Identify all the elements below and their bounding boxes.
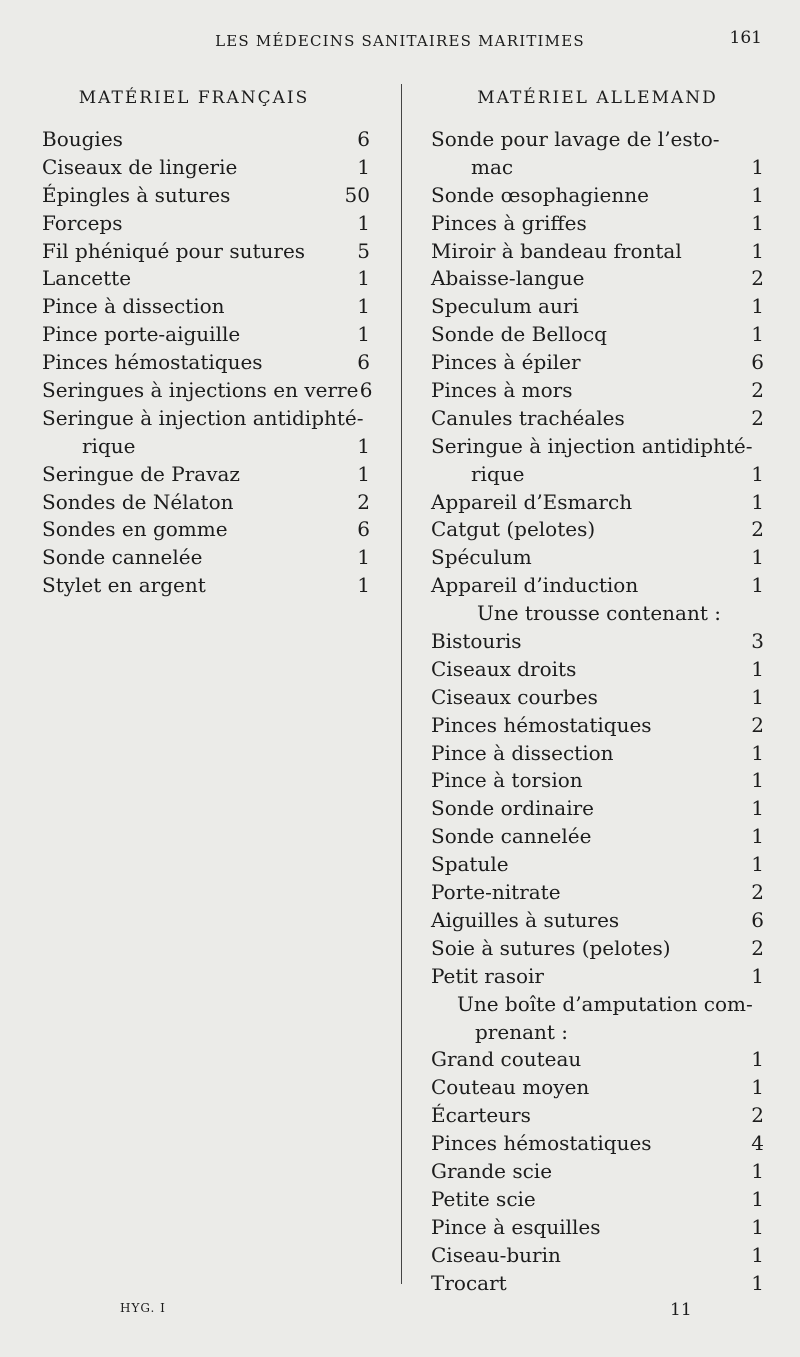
german-material-list: [431, 126, 764, 1297]
item-label: Pince à dissection: [431, 740, 614, 765]
item-label: Bistouris: [431, 629, 522, 654]
item-label: Ciseaux droits: [431, 656, 577, 681]
list-item: [431, 238, 764, 266]
list-item: [431, 265, 764, 293]
item-label: Appareil d’induction: [431, 573, 639, 598]
list-item: [431, 405, 764, 433]
list-item: [42, 544, 370, 572]
list-item: [42, 516, 370, 544]
item-quantity: 1: [357, 433, 370, 458]
item-label: Sonde cannelée: [42, 545, 203, 570]
item-label: Grand couteau: [431, 1047, 582, 1072]
list-item: [431, 712, 764, 740]
list-item: [431, 349, 764, 377]
item-label: Pinces hémostatiques: [431, 1131, 652, 1156]
list-item: [431, 1046, 764, 1074]
item-quantity: 1: [751, 656, 764, 681]
list-item: [42, 321, 370, 349]
item-label: Spatule: [431, 852, 509, 877]
item-label: Sonde de Bellocq: [431, 322, 607, 347]
item-quantity: 1: [357, 210, 370, 235]
item-label: Pince porte-aiguille: [42, 322, 241, 347]
item-quantity: 1: [751, 852, 764, 877]
list-item: [42, 238, 370, 266]
item-label: Grande scie: [431, 1158, 553, 1183]
item-quantity: 1: [751, 1214, 764, 1239]
item-label: Une trousse contenant :: [477, 601, 721, 626]
list-item: [431, 544, 764, 572]
item-label: Petit rasoir: [431, 963, 544, 988]
item-label: Catgut (pelotes): [431, 517, 596, 542]
list-item: [42, 182, 370, 210]
item-label: Couteau moyen: [431, 1075, 590, 1100]
list-item: [431, 461, 764, 489]
list-item: [42, 349, 370, 377]
item-label: prenant :: [475, 1019, 569, 1044]
item-quantity: 6: [751, 907, 764, 932]
item-label: Sonde cannelée: [431, 824, 592, 849]
item-label: Écarteurs: [431, 1103, 531, 1128]
item-label: Pince à dissection: [42, 294, 225, 319]
list-item: [431, 210, 764, 238]
item-quantity: 1: [751, 684, 764, 709]
list-item: [42, 265, 370, 293]
french-material-list: [42, 126, 373, 600]
item-label: Soie à sutures (pelotes): [431, 935, 671, 960]
list-item: [431, 935, 764, 963]
item-quantity: 6: [357, 127, 370, 151]
list-item: [431, 795, 764, 823]
item-quantity: 1: [357, 545, 370, 570]
item-label: Sondes en gomme: [42, 517, 228, 542]
item-label: Seringue à injection antidiphté-: [431, 433, 753, 458]
list-item: [431, 656, 764, 684]
item-quantity: 1: [751, 740, 764, 765]
item-quantity: 1: [357, 294, 370, 319]
item-label: Pinces à épiler: [431, 350, 581, 375]
item-label: Appareil d’Esmarch: [431, 489, 633, 514]
item-quantity: 1: [751, 1158, 764, 1183]
item-label: Miroir à bandeau frontal: [431, 238, 682, 263]
item-quantity: 2: [751, 266, 764, 291]
item-quantity: 1: [751, 461, 764, 486]
item-quantity: 6: [357, 350, 370, 375]
item-label: Porte-nitrate: [431, 880, 561, 905]
item-quantity: 1: [357, 573, 370, 598]
list-item: [431, 1158, 764, 1186]
item-quantity: 6: [357, 517, 370, 542]
list-item: [431, 963, 764, 991]
item-label: Seringue de Pravaz: [42, 461, 240, 486]
item-quantity: 1: [751, 1075, 764, 1100]
footer-volume-mark: HYG. I: [120, 1301, 166, 1315]
item-quantity: 1: [751, 322, 764, 347]
column-heading-french: MATÉRIEL FRANÇAIS: [78, 88, 310, 108]
item-label: Spéculum: [431, 545, 532, 570]
list-item: [431, 1074, 764, 1102]
list-item: [431, 1102, 764, 1130]
item-quantity: 1: [751, 210, 764, 235]
item-quantity: 2: [751, 405, 764, 430]
item-quantity: 50: [344, 182, 370, 207]
item-label: rique: [82, 433, 136, 458]
list-item: [431, 628, 764, 656]
item-label: Trocart: [431, 1270, 507, 1295]
item-label: Aiguilles à sutures: [431, 907, 620, 932]
list-item: [431, 377, 764, 405]
item-label: Sonde œsophagienne: [431, 182, 649, 207]
item-quantity: 4: [751, 1131, 764, 1156]
list-item: [431, 851, 764, 879]
item-quantity: 1: [357, 461, 370, 486]
item-quantity: 1: [751, 182, 764, 207]
column-french-material: [42, 84, 373, 600]
item-label: Abaisse-langue: [431, 266, 585, 291]
list-item: [431, 154, 764, 182]
item-label: Sondes de Nélaton: [42, 489, 234, 514]
list-item: [431, 740, 764, 768]
list-item: [431, 433, 764, 461]
item-quantity: 6: [359, 378, 373, 403]
item-quantity: 2: [751, 712, 764, 737]
list-item: [431, 1130, 764, 1158]
footer-signature-mark: 11: [670, 1300, 692, 1320]
column-german-material: [431, 84, 764, 1297]
list-item: [431, 182, 764, 210]
item-quantity: 1: [751, 545, 764, 570]
list-item: [431, 1019, 764, 1047]
list-item: [42, 461, 370, 489]
item-quantity: 2: [751, 935, 764, 960]
item-label: Sonde ordinaire: [431, 796, 595, 821]
list-item: [431, 321, 764, 349]
list-item: [431, 1186, 764, 1214]
item-label: Speculum auri: [431, 294, 579, 319]
list-item: [431, 126, 764, 154]
item-label: Pince à torsion: [431, 768, 583, 793]
item-label: Pinces hémostatiques: [431, 712, 652, 737]
item-quantity: 1: [751, 1242, 764, 1267]
item-quantity: 1: [751, 1047, 764, 1072]
item-quantity: 1: [751, 294, 764, 319]
item-label: rique: [471, 461, 525, 486]
list-item: [42, 293, 370, 321]
item-quantity: 1: [751, 1270, 764, 1295]
list-item: [431, 991, 764, 1019]
item-quantity: 1: [357, 266, 370, 291]
column-divider: [401, 84, 402, 1284]
item-quantity: 2: [751, 378, 764, 403]
item-quantity: 1: [357, 322, 370, 347]
item-quantity: 6: [751, 350, 764, 375]
item-label: Ciseaux courbes: [431, 684, 598, 709]
item-quantity: 1: [751, 824, 764, 849]
item-label: Ciseau-burin: [431, 1242, 561, 1267]
list-item: [431, 1214, 764, 1242]
item-label: Une boîte d’amputation com-: [457, 991, 753, 1016]
item-quantity: 5: [357, 238, 370, 263]
item-label: Pince à esquilles: [431, 1214, 601, 1239]
list-item: [431, 293, 764, 321]
list-item: [42, 489, 370, 517]
list-item: [42, 405, 370, 433]
running-title: LES MÉDECINS SANITAIRES MARITIMES: [215, 32, 585, 50]
list-item: [431, 1242, 764, 1270]
list-item: [431, 489, 764, 517]
item-quantity: 2: [751, 517, 764, 542]
item-label: Bougies: [42, 127, 123, 151]
item-quantity: 1: [751, 1186, 764, 1211]
list-item: [42, 572, 370, 600]
item-label: mac: [471, 154, 514, 179]
list-item: [42, 377, 373, 405]
item-label: Pinces hémostatiques: [42, 350, 263, 375]
list-item: [431, 600, 764, 628]
item-label: Petite scie: [431, 1186, 536, 1211]
item-quantity: 1: [357, 154, 370, 179]
item-label: Fil phéniqué pour sutures: [42, 238, 306, 263]
item-quantity: 1: [751, 573, 764, 598]
item-quantity: 1: [751, 238, 764, 263]
item-label: Sonde pour lavage de l’esto-: [431, 127, 720, 151]
list-item: [42, 154, 370, 182]
item-quantity: 1: [751, 768, 764, 793]
item-quantity: 2: [357, 489, 370, 514]
list-item: [431, 907, 764, 935]
item-label: Pinces à mors: [431, 378, 573, 403]
list-item: [42, 210, 370, 238]
list-item: [431, 572, 764, 600]
list-item: [431, 684, 764, 712]
item-label: Épingles à sutures: [42, 182, 231, 207]
column-heading-german: MATÉRIEL ALLEMAND: [477, 88, 718, 108]
list-item: [431, 516, 764, 544]
item-label: Forceps: [42, 210, 123, 235]
item-quantity: 2: [751, 1103, 764, 1128]
list-item: [431, 1270, 764, 1298]
item-label: Lancette: [42, 266, 132, 291]
item-label: Canules trachéales: [431, 405, 625, 430]
item-quantity: 1: [751, 154, 764, 179]
list-item: [431, 879, 764, 907]
page-number: 161: [729, 28, 762, 48]
item-quantity: 1: [751, 489, 764, 514]
item-quantity: 1: [751, 796, 764, 821]
list-item: [42, 126, 370, 154]
list-item: [431, 823, 764, 851]
item-quantity: 3: [751, 629, 764, 654]
item-label: Pinces à griffes: [431, 210, 587, 235]
item-quantity: 2: [751, 880, 764, 905]
list-item: [431, 767, 764, 795]
item-quantity: 1: [751, 963, 764, 988]
item-label: Seringues à injections en verre: [42, 378, 359, 403]
item-label: Seringue à injection antidiphté-: [42, 405, 364, 430]
item-label: Ciseaux de lingerie: [42, 154, 238, 179]
item-label: Stylet en argent: [42, 573, 206, 598]
list-item: [42, 433, 370, 461]
